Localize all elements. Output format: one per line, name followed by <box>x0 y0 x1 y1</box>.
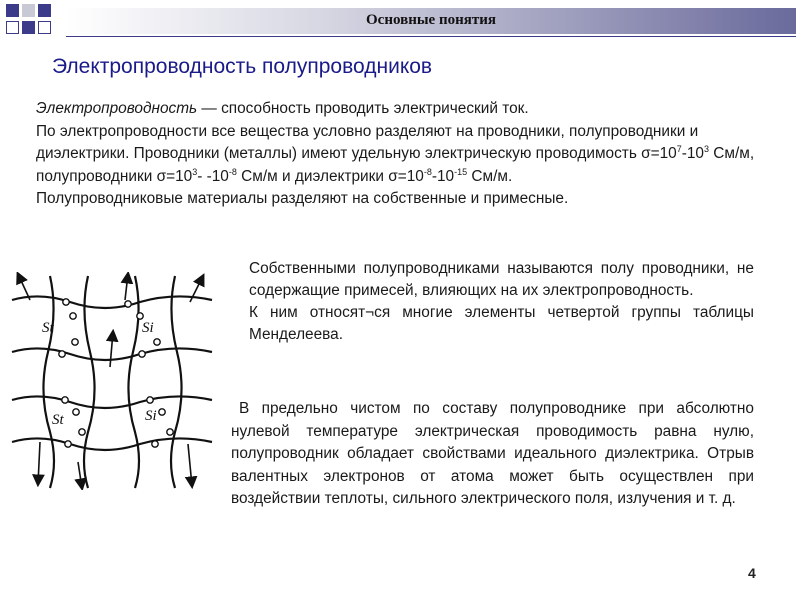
header-divider <box>66 36 796 37</box>
header-band <box>66 8 796 34</box>
atom-label: Si <box>145 408 157 424</box>
electron-arrows <box>18 274 203 488</box>
slide-title: Электропроводность полупроводников <box>52 55 433 78</box>
pure-semiconductor-paragraph: В предельно чистом по составу полупроводнике при абсолютно нулевой температуре электрическая проводимость равна нулю, полупроводник обладает свойствами идеального диэлектрика. Отрыв валентных электронов от атома может быть осуществлен при воздействии теплоты, сильного электрического поля, излучения и т. д. <box>231 400 754 507</box>
intrinsic-paragraph <box>249 258 754 346</box>
atom-label: St <box>52 412 64 428</box>
classification-line: Полупроводниковые материалы разделяют на собственные и примесные. <box>36 190 569 207</box>
atom-label: St <box>42 320 54 336</box>
silicon-lattice-diagram <box>10 272 215 490</box>
definition-text: — способность проводить электрический ток. <box>197 100 529 117</box>
electron-dots <box>59 299 173 447</box>
page-number: 4 <box>748 565 756 581</box>
corner-decoration <box>6 4 66 56</box>
term-conductivity: Электропроводность <box>36 100 198 117</box>
intrinsic-group-note: К ним относят¬ся многие элементы четвертой группы таблицы Менделеева. <box>249 304 754 343</box>
section-title: Основные понятия <box>366 12 496 28</box>
intro-paragraph: Электропроводность — способность проводить электрический ток. По электропроводности все вещества условно разделяют на проводники, полупроводники и диэлектрики. Проводники (металлы) имеют удельную электрическую проводимость $\sigma=10^7-10^3$ См/м, полупроводники $\sigma=10^3-$ $-10^{-8}$ См/м и диэлектрики $\sigma=10^{-8}-10^{-15}$ См/м. Полупроводниковые материалы разделяют на собственные и примесные. <box>36 98 771 211</box>
atom-label: Si <box>142 320 154 336</box>
intrinsic-definition: Собственными полупроводниками называются полу проводники, не содержащие примесей, влияющих на их электропроводность. <box>249 260 754 299</box>
